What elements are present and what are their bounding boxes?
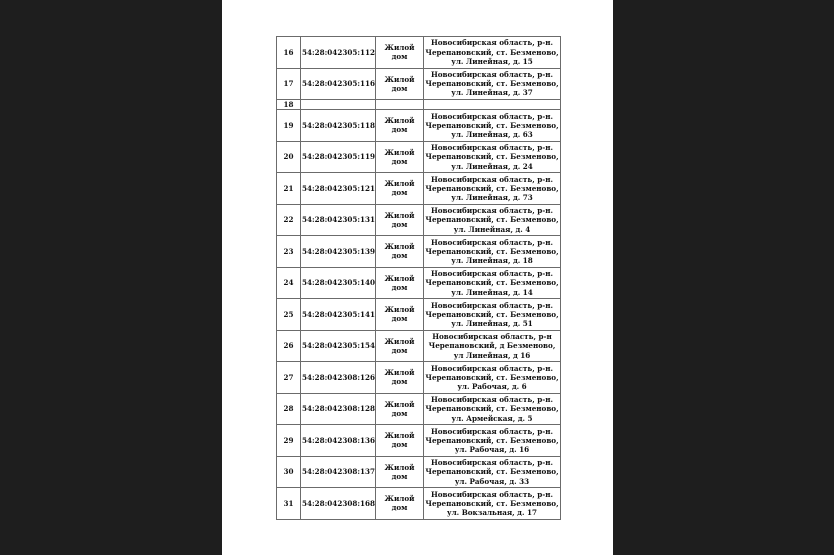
- table-row: [277, 330, 561, 362]
- cadastral-number-cell: [301, 100, 376, 110]
- object-type-cell: Жилой дом: [376, 204, 424, 236]
- row-number-cell: 18: [277, 100, 301, 110]
- object-type-cell: Жилой дом: [376, 173, 424, 205]
- table-row: [277, 37, 561, 69]
- cadastral-number-cell: 54:28:042305:141: [301, 299, 376, 331]
- table-row: [277, 456, 561, 488]
- object-type-cell: Жилой дом: [376, 488, 424, 520]
- object-type-cell: Жилой дом: [376, 141, 424, 173]
- object-type-cell: Жилой дом: [376, 236, 424, 268]
- address-cell: Новосибирская область, р-н. Черепановский, ст. Безменово, ул. Рабочая, д. 33: [424, 456, 561, 488]
- table-row: [277, 299, 561, 331]
- row-number-cell: 26: [277, 330, 301, 362]
- cadastral-number-cell: 54:28:042305:139: [301, 236, 376, 268]
- object-type-cell: Жилой дом: [376, 456, 424, 488]
- cadastral-number-cell: 54:28:042305:131: [301, 204, 376, 236]
- table-row: [277, 100, 561, 110]
- table-row: [277, 267, 561, 299]
- cadastral-number-cell: 54:28:042305:154: [301, 330, 376, 362]
- cadastral-number-cell: 54:28:042305:118: [301, 110, 376, 142]
- row-number-cell: 20: [277, 141, 301, 173]
- object-type-cell: Жилой дом: [376, 425, 424, 457]
- row-number-cell: 21: [277, 173, 301, 205]
- table-row: [277, 425, 561, 457]
- row-number-cell: 31: [277, 488, 301, 520]
- address-cell: Новосибирская область, р-н. Черепановский, ст. Безменово, ул. Линейная, д. 18: [424, 236, 561, 268]
- table-row: [277, 488, 561, 520]
- address-cell: Новосибирская область, р-н. Черепановский, ст. Безменово, ул. Армейская, д. 5: [424, 393, 561, 425]
- table-row: [277, 173, 561, 205]
- cadastral-number-cell: 54:28:042308:136: [301, 425, 376, 457]
- row-number-cell: 22: [277, 204, 301, 236]
- row-number-cell: 24: [277, 267, 301, 299]
- address-cell: Новосибирская область, р-н. Черепановский, ст. Безменово, ул. Рабочая, д. 6: [424, 362, 561, 394]
- address-cell: Новосибирская область, р-н. Черепановский, ст. Безменово, ул. Линейная, д. 4: [424, 204, 561, 236]
- cadastral-number-cell: 54:28:042305:121: [301, 173, 376, 205]
- address-cell: Новосибирская область, р-н. Черепановский, ст. Безменово, ул. Рабочая, д. 16: [424, 425, 561, 457]
- address-cell: Новосибирская область, р-н. Черепановский, ст. Безменово, ул. Линейная, д. 73: [424, 173, 561, 205]
- address-cell: [424, 100, 561, 110]
- table-row: [277, 362, 561, 394]
- table-row: [277, 236, 561, 268]
- object-type-cell: Жилой дом: [376, 267, 424, 299]
- object-type-cell: Жилой дом: [376, 330, 424, 362]
- cadastral-number-cell: 54:28:042308:128: [301, 393, 376, 425]
- row-number-cell: 30: [277, 456, 301, 488]
- row-number-cell: 27: [277, 362, 301, 394]
- row-number-cell: 17: [277, 68, 301, 100]
- object-type-cell: Жилой дом: [376, 110, 424, 142]
- address-cell: Новосибирская область, р-н. Черепановский, ст. Безменово, ул. Линейная, д. 37: [424, 68, 561, 100]
- address-cell: Новосибирская область, р-н. Черепановский, ст. Безменово, ул. Линейная, д. 14: [424, 267, 561, 299]
- object-type-cell: Жилой дом: [376, 299, 424, 331]
- object-type-cell: Жилой дом: [376, 393, 424, 425]
- object-type-cell: Жилой дом: [376, 68, 424, 100]
- row-number-cell: 25: [277, 299, 301, 331]
- address-cell: Новосибирская область, р-н. Черепановский, ст. Безменово, ул. Вокзальная, д. 17: [424, 488, 561, 520]
- cadastral-number-cell: 54:28:042305:140: [301, 267, 376, 299]
- object-type-cell: Жилой дом: [376, 37, 424, 69]
- address-cell: Новосибирская область, р-н. Черепановский, ст. Безменово, ул. Линейная, д. 51: [424, 299, 561, 331]
- cadastral-number-cell: 54:28:042305:116: [301, 68, 376, 100]
- document-page[interactable]: [222, 0, 613, 555]
- property-table: [276, 36, 561, 520]
- row-number-cell: 23: [277, 236, 301, 268]
- cadastral-number-cell: 54:28:042308:126: [301, 362, 376, 394]
- cadastral-number-cell: 54:28:042305:119: [301, 141, 376, 173]
- table-row: [277, 204, 561, 236]
- row-number-cell: 16: [277, 37, 301, 69]
- cadastral-number-cell: 54:28:042308:137: [301, 456, 376, 488]
- object-type-cell: Жилой дом: [376, 362, 424, 394]
- table-row: [277, 393, 561, 425]
- address-cell: Новосибирская область, р-н Черепановский, д Безменово, ул Линейная, д 16: [424, 330, 561, 362]
- table-row: [277, 110, 561, 142]
- cadastral-number-cell: 54:28:042308:168: [301, 488, 376, 520]
- address-cell: Новосибирская область, р-н. Черепановский, ст. Безменово, ул. Линейная, д. 15: [424, 37, 561, 69]
- address-cell: Новосибирская область, р-н. Черепановский, ст. Безменово, ул. Линейная, д. 63: [424, 110, 561, 142]
- table-row: [277, 141, 561, 173]
- address-cell: Новосибирская область, р-н. Черепановский, ст. Безменово, ул. Линейная, д. 24: [424, 141, 561, 173]
- object-type-cell: [376, 100, 424, 110]
- row-number-cell: 28: [277, 393, 301, 425]
- cadastral-number-cell: 54:28:042305:112: [301, 37, 376, 69]
- row-number-cell: 29: [277, 425, 301, 457]
- table-row: [277, 68, 561, 100]
- row-number-cell: 19: [277, 110, 301, 142]
